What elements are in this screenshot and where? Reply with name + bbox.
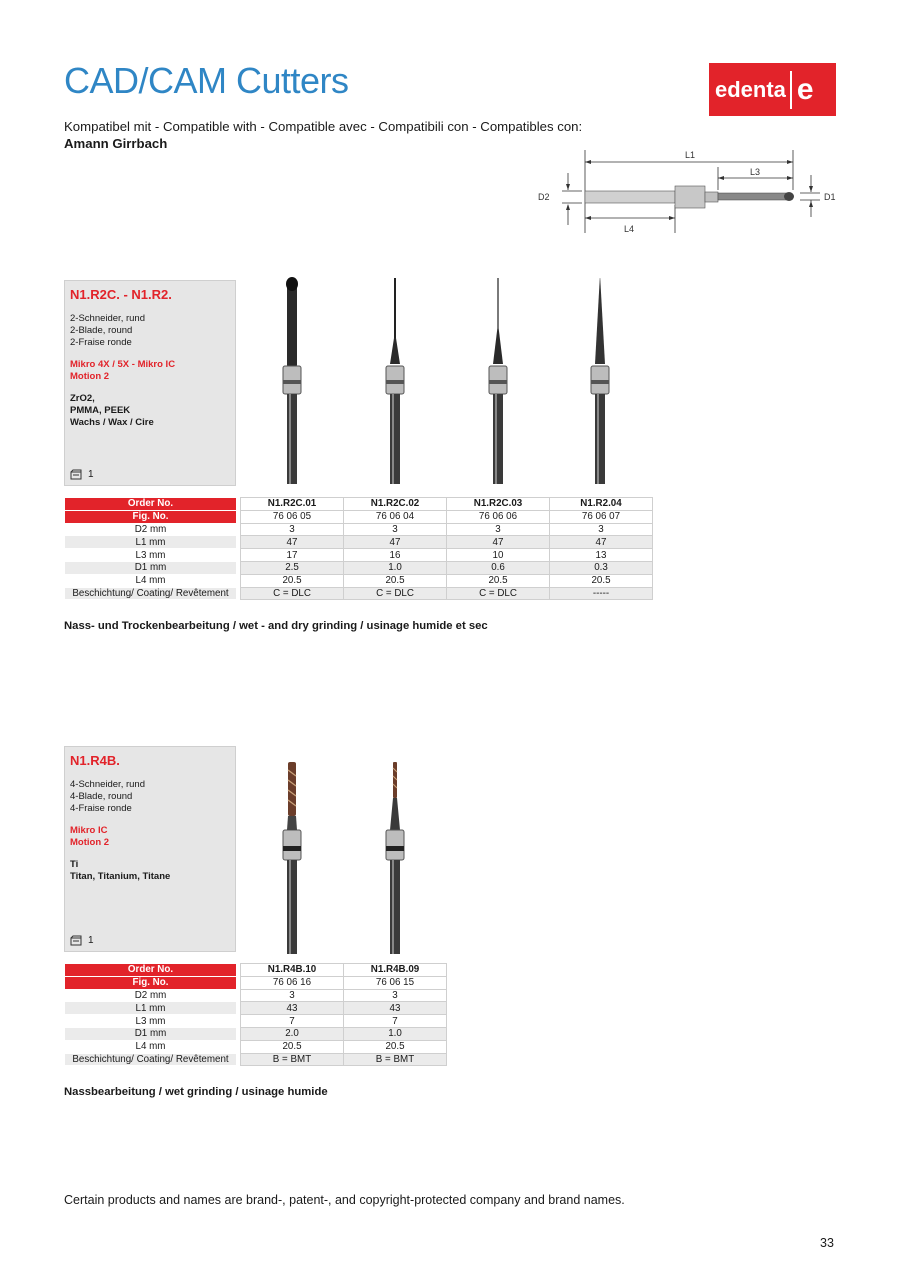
product-info-box: [64, 280, 236, 486]
order-number-cell: N1.R4B.09: [344, 964, 447, 977]
table-cell: 20.5: [550, 574, 653, 587]
blade-type: 4-Schneider, rund: [70, 779, 145, 790]
machine-compat: Mikro IC: [70, 825, 108, 836]
table-cell: 47: [241, 536, 344, 549]
table-row: [65, 587, 653, 600]
cutter-image-n1r4b09: [383, 760, 407, 956]
table-row: [65, 498, 653, 511]
table-row: [65, 1027, 447, 1040]
row-label: Fig. No.: [65, 976, 237, 989]
table-cell: 43: [241, 1002, 344, 1015]
table-cell: 17: [241, 549, 344, 562]
row-label: L4 mm: [65, 1040, 237, 1053]
blade-type: 2-Schneider, rund: [70, 313, 145, 324]
row-label: Fig. No.: [65, 510, 237, 523]
row-label: D2 mm: [65, 989, 237, 1002]
order-number-cell: N1.R2.04: [550, 498, 653, 511]
table-row: [65, 574, 653, 587]
machine-compat: Mikro 4X / 5X - Mikro IC: [70, 359, 176, 370]
order-number-cell: N1.R4B.10: [241, 964, 344, 977]
row-label: L1 mm: [65, 536, 237, 549]
dimension-label-d2: D2: [538, 192, 550, 202]
package-icon: [70, 935, 82, 946]
table-row: [65, 561, 653, 574]
table-cell: 10: [447, 549, 550, 562]
table-cell: B = BMT: [344, 1053, 447, 1066]
row-label: D1 mm: [65, 1027, 237, 1040]
usage-note: Nassbearbeitung / wet grinding / usinage humide: [64, 1086, 328, 1098]
table-row: [65, 536, 653, 549]
table-cell: C = DLC: [344, 587, 447, 600]
table-cell: C = DLC: [241, 587, 344, 600]
table-cell: 76 06 06: [447, 510, 550, 523]
edenta-logo: [709, 63, 836, 116]
table-cell: 3: [241, 523, 344, 536]
blade-type: 4-Fraise ronde: [70, 803, 132, 814]
row-label: Order No.: [65, 964, 237, 977]
table-row: [65, 549, 653, 562]
table-row: [65, 523, 653, 536]
pack-quantity: [70, 469, 94, 480]
material: ZrO2,: [70, 393, 95, 404]
material: Titan, Titanium, Titane: [70, 871, 171, 882]
row-label: Beschichtung/ Coating/ Revêtement: [65, 1053, 237, 1066]
table-cell: 20.5: [241, 1040, 344, 1053]
compatibility-line: Kompatibel mit - Compatible with - Compatible avec - Compatibili con - Compatibles con:: [64, 119, 583, 134]
table-cell: 13: [550, 549, 653, 562]
product-info-box: [64, 746, 236, 952]
dimension-schematic: [530, 145, 840, 240]
order-number-cell: N1.R2C.01: [241, 498, 344, 511]
compatibility-note: [64, 118, 582, 152]
table-row: [65, 1002, 447, 1015]
row-label: L3 mm: [65, 549, 237, 562]
cutter-image-n1r204: [588, 276, 612, 486]
table-row: [65, 1040, 447, 1053]
table-cell: 0.3: [550, 561, 653, 574]
machine-compat: Motion 2: [70, 837, 110, 848]
product-name: N1.R4B.: [70, 753, 120, 768]
dimension-label-d1: D1: [824, 192, 836, 202]
order-number-cell: N1.R2C.02: [344, 498, 447, 511]
table-cell: 2.5: [241, 561, 344, 574]
material: PMMA, PEEK: [70, 405, 131, 416]
package-icon: [70, 469, 82, 480]
table-cell: 76 06 15: [344, 976, 447, 989]
product-name: N1.R2C. - N1.R2.: [70, 287, 172, 302]
dimension-label-l3: L3: [750, 167, 761, 177]
table-cell: 20.5: [447, 574, 550, 587]
dimension-label-l1: L1: [685, 150, 696, 160]
specification-table: [64, 963, 447, 1066]
table-cell: 3: [344, 989, 447, 1002]
cutter-image-n1r2c03: [486, 276, 510, 486]
table-cell: 76 06 07: [550, 510, 653, 523]
order-number-cell: N1.R2C.03: [447, 498, 550, 511]
table-cell: 3: [550, 523, 653, 536]
table-cell: B = BMT: [241, 1053, 344, 1066]
table-cell: 0.6: [447, 561, 550, 574]
row-label: D1 mm: [65, 561, 237, 574]
cutter-image-n1r4b10: [280, 760, 304, 956]
machine-compat: Motion 2: [70, 371, 110, 382]
blade-type: 4-Blade, round: [70, 791, 133, 802]
table-cell: 16: [344, 549, 447, 562]
row-label: L1 mm: [65, 1002, 237, 1015]
logo-divider: [790, 71, 792, 109]
specification-table: [64, 497, 653, 600]
table-row: [65, 989, 447, 1002]
table-cell: 47: [344, 536, 447, 549]
material: Ti: [70, 859, 79, 870]
table-cell: 20.5: [241, 574, 344, 587]
table-cell: 1.0: [344, 561, 447, 574]
table-cell: 47: [447, 536, 550, 549]
table-cell: 43: [344, 1002, 447, 1015]
table-row: [65, 1053, 447, 1066]
table-cell: 76 06 04: [344, 510, 447, 523]
table-cell: 3: [241, 989, 344, 1002]
table-cell: 3: [447, 523, 550, 536]
table-cell: 1.0: [344, 1027, 447, 1040]
row-label: Order No.: [65, 498, 237, 511]
pack-quantity: [70, 935, 94, 946]
table-row: [65, 964, 447, 977]
pack-quantity-value: 1: [88, 469, 94, 480]
table-cell: 20.5: [344, 574, 447, 587]
table-cell: 3: [344, 523, 447, 536]
table-cell: -----: [550, 587, 653, 600]
pack-quantity-value: 1: [88, 935, 94, 946]
trademark-disclaimer: Certain products and names are brand-, patent-, and copyright-protected company and brand names.: [64, 1193, 625, 1207]
table-row: [65, 976, 447, 989]
table-cell: 76 06 05: [241, 510, 344, 523]
row-label: D2 mm: [65, 523, 237, 536]
table-cell: 47: [550, 536, 653, 549]
usage-note: Nass- und Trockenbearbeitung / wet - and dry grinding / usinage humide et sec: [64, 620, 488, 632]
page-title: CAD/CAM Cutters: [64, 60, 349, 101]
row-label: L4 mm: [65, 574, 237, 587]
blade-type: 2-Blade, round: [70, 325, 133, 336]
table-row: [65, 510, 653, 523]
table-cell: 20.5: [344, 1040, 447, 1053]
logo-e-mark: e: [796, 72, 814, 106]
compatibility-brand: Amann Girrbach: [64, 136, 168, 151]
table-cell: 2.0: [241, 1027, 344, 1040]
page-number: 33: [820, 1236, 834, 1250]
row-label: L3 mm: [65, 1015, 237, 1028]
table-cell: 7: [241, 1015, 344, 1028]
cutter-image-n1r2c02: [383, 276, 407, 486]
logo-wordmark: edenta: [715, 76, 786, 102]
table-cell: C = DLC: [447, 587, 550, 600]
blade-type: 2-Fraise ronde: [70, 337, 132, 348]
table-row: [65, 1015, 447, 1028]
table-cell: 76 06 16: [241, 976, 344, 989]
cutter-image-n1r2c01: [280, 276, 304, 486]
dimension-label-l4: L4: [624, 224, 635, 234]
material: Wachs / Wax / Cire: [70, 417, 154, 428]
row-label: Beschichtung/ Coating/ Revêtement: [65, 587, 237, 600]
table-cell: 7: [344, 1015, 447, 1028]
